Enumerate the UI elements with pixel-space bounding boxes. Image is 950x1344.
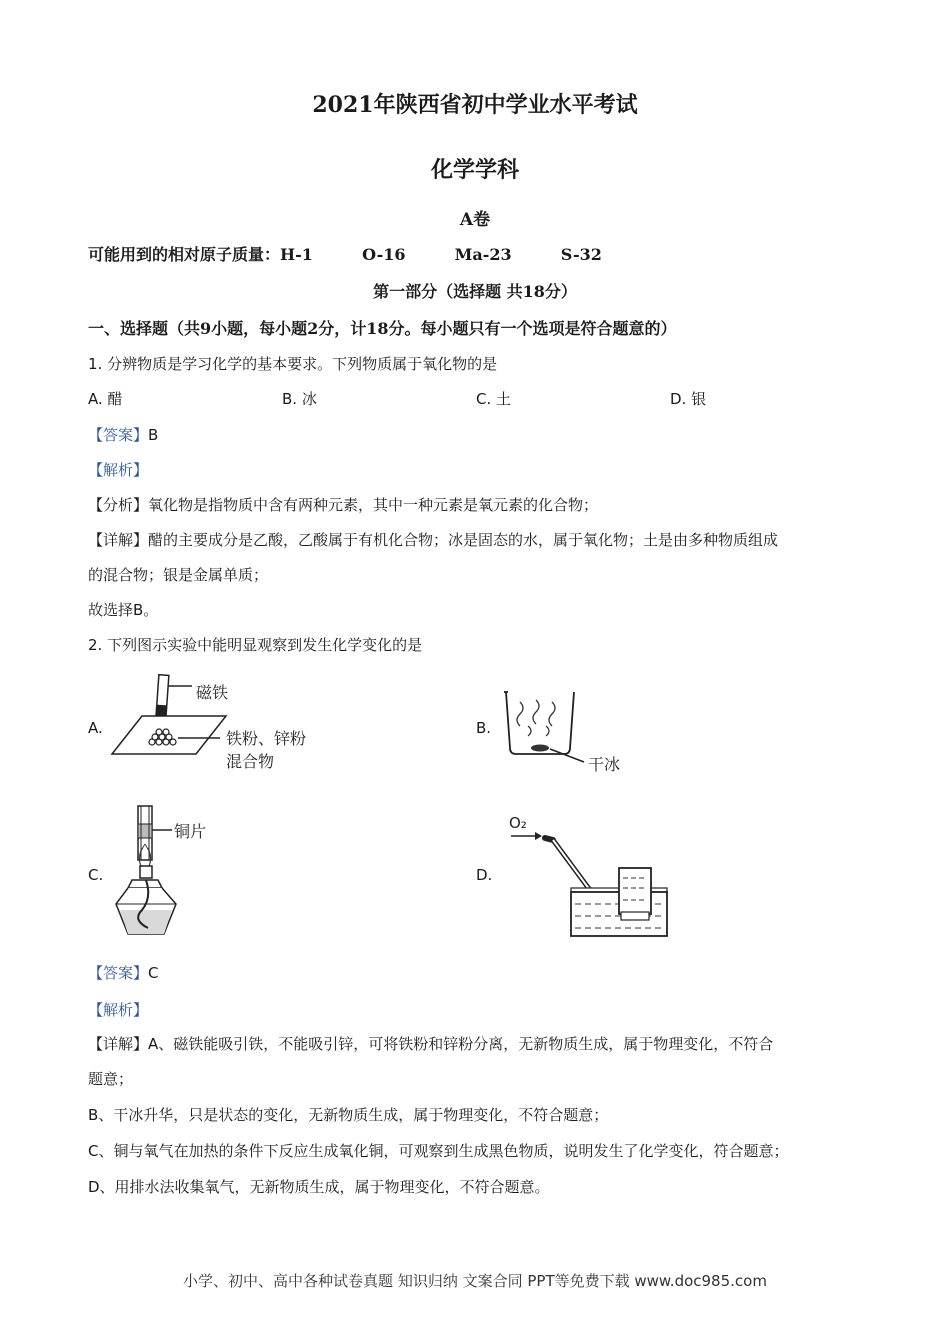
q1-option-d: D. 银	[670, 390, 707, 408]
q2-detail-c: C、铜与氧气在加热的条件下反应生成氧化铜，可观察到生成黑色物质，说明发生了化学变化，符合题意；	[88, 1142, 789, 1160]
q1-answer	[88, 424, 158, 445]
q1-detail-line-1: 【详解】醋的主要成分是乙酸，乙酸属于有机化合物；冰是固态的水，属于氧化物；土是由多种物质组成	[88, 531, 779, 549]
label-powder-2: 混合物	[226, 752, 275, 771]
q2-analysis-tag: 【解析】	[88, 1001, 149, 1019]
dryice-piece	[531, 745, 549, 752]
figure-a-magnet-experiment	[108, 672, 338, 777]
label-dryice: 干冰	[588, 755, 621, 774]
q2-option-b-label: B.	[476, 719, 492, 737]
answer-tag: 【答案】	[88, 964, 149, 982]
q2-detail-d: D、用排水法收集氧气，无新物质生成，属于物理变化，不符合题意。	[88, 1178, 550, 1196]
alcohol-lamp-icon	[116, 866, 176, 934]
q2-option-a-label: A.	[88, 719, 103, 737]
figure-d-oxygen-collection	[505, 812, 685, 942]
q2-option-c-label: C.	[88, 866, 104, 884]
subject-title: 化学学科	[430, 157, 519, 183]
q1-option-b: B. 冰	[282, 390, 317, 408]
answer-value: C	[148, 964, 159, 982]
q2-detail-a-line-1: 【详解】A、磁铁能吸引铁，不能吸引锌，可将铁粉和锌粉分离，无新物质生成，属于物理变化，不符合	[88, 1035, 774, 1053]
mass-o: O-16	[362, 245, 406, 264]
label-o2: O₂	[509, 814, 527, 832]
figure-c-copper-heating	[112, 800, 242, 945]
q2-answer	[88, 962, 159, 983]
q2-detail-a-line-2: 题意；	[88, 1070, 134, 1088]
q2-stem: 2. 下列图示实验中能明显观察到发生化学变化的是	[88, 636, 423, 654]
answer-value: B	[148, 426, 159, 444]
q1-detail-line-2: 的混合物；银是金属单质；	[88, 566, 269, 584]
q1-fenxi: 【分析】氧化物是指物质中含有两种元素，其中一种元素是氧元素的化合物；	[88, 496, 599, 514]
gas-bottle	[619, 868, 651, 920]
mass-s: S-32	[560, 245, 602, 264]
figure-b-dryice-experiment	[500, 688, 640, 778]
answer-tag: 【答案】	[88, 426, 149, 444]
part-title: 第一部分（选择题 共18分）	[373, 282, 577, 301]
atomic-masses	[88, 242, 602, 265]
q1-analysis-tag: 【解析】	[88, 461, 149, 479]
q1-stem: 1. 分辨物质是学习化学的基本要求。下列物质属于氧化物的是	[88, 355, 498, 373]
label-powder-1: 铁粉、锌粉	[226, 729, 307, 748]
masses-label: 可能用到的相对原子质量：H-1	[88, 245, 313, 264]
section-instructions: 一、选择题（共9小题，每小题2分，计18分。每小题只有一个选项是符合题意的）	[88, 319, 677, 338]
q2-option-d-label: D.	[476, 866, 493, 884]
exam-title: 2021年陕西省初中学业水平考试	[312, 92, 638, 118]
mass-na: Ma-23	[454, 245, 512, 264]
q2-detail-b: B、干冰升华，只是状态的变化，无新物质生成，属于物理变化，不符合题意；	[88, 1106, 609, 1124]
volume-label: A卷	[459, 210, 491, 230]
q1-option-c: C. 土	[476, 390, 512, 408]
q1-conclusion: 故选择B。	[88, 601, 159, 619]
page-footer: 小学、初中、高中各种试卷真题 知识归纳 文案合同 PPT等免费下载 www.doc985.com	[183, 1272, 767, 1290]
label-magnet: 磁铁	[196, 683, 229, 702]
label-copper: 铜片	[174, 822, 207, 841]
q1-option-a: A. 醋	[88, 390, 123, 408]
